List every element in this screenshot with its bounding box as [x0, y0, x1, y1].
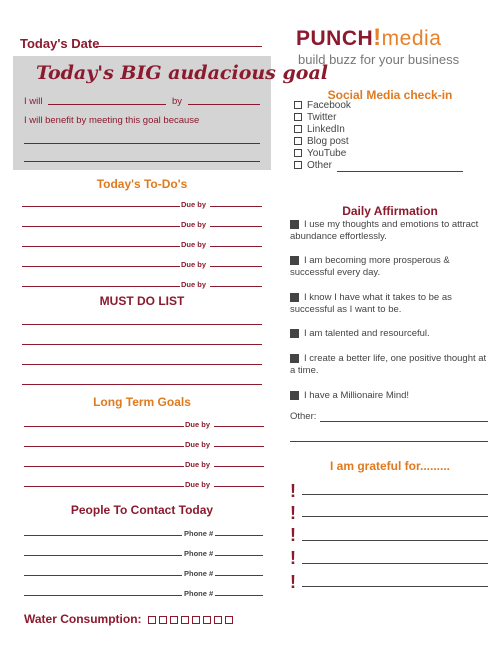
long-term-line[interactable] — [24, 486, 184, 487]
checkbox-icon[interactable] — [294, 137, 302, 145]
long-term-title: Long Term Goals — [93, 395, 191, 409]
contact-line[interactable] — [24, 555, 182, 556]
water-consumption — [24, 612, 233, 626]
exclamation-icon: ! — [290, 481, 296, 501]
date-field[interactable] — [96, 46, 262, 47]
todo-due-label: Due by — [181, 200, 207, 209]
todo-line[interactable] — [22, 226, 180, 227]
goal-by-label: by — [172, 96, 183, 107]
checkbox-icon[interactable] — [294, 101, 302, 109]
water-glass-checkbox[interactable] — [203, 616, 211, 624]
grateful-line[interactable] — [302, 540, 488, 541]
must-do-title: MUST DO LIST — [99, 294, 185, 308]
affirmation-other-line-2[interactable] — [290, 441, 488, 442]
contact-phone-field[interactable] — [215, 555, 263, 556]
long-term-due-label: Due by — [185, 460, 211, 469]
grateful-title: I am grateful for......... — [329, 459, 451, 473]
contact-phone-label: Phone # — [184, 549, 214, 558]
goal-i-will-label: I will — [24, 96, 43, 107]
social-item-facebook[interactable]: Facebook — [294, 100, 351, 111]
affirmation-other-field[interactable] — [320, 421, 488, 422]
checkbox-icon[interactable] — [290, 293, 299, 302]
goal-benefit-line-1[interactable] — [24, 143, 260, 144]
social-title: Social Media check-in — [327, 88, 453, 102]
exclamation-icon: ! — [290, 525, 296, 545]
affirmation-item[interactable]: I create a better life, one positive thought at a time. — [290, 353, 487, 376]
affirmation-item[interactable]: I have a Millionaire Mind! — [290, 390, 490, 402]
checkbox-icon[interactable] — [290, 354, 299, 363]
todo-due-field[interactable] — [210, 226, 262, 227]
must-do-line[interactable] — [22, 324, 262, 325]
contact-phone-field[interactable] — [215, 535, 263, 536]
affirmation-item[interactable]: I am talented and resourceful. — [290, 328, 490, 340]
todo-line[interactable] — [22, 286, 180, 287]
long-term-line[interactable] — [24, 466, 184, 467]
social-item-twitter[interactable]: Twitter — [294, 112, 336, 123]
checkbox-icon[interactable] — [294, 125, 302, 133]
contact-phone-field[interactable] — [215, 595, 263, 596]
checkbox-icon[interactable] — [294, 149, 302, 157]
social-item-other[interactable]: Other — [294, 160, 332, 171]
todo-due-label: Due by — [181, 240, 207, 249]
contact-line[interactable] — [24, 535, 182, 536]
contact-phone-field[interactable] — [215, 575, 263, 576]
water-glass-checkbox[interactable] — [170, 616, 178, 624]
contact-line[interactable] — [24, 595, 182, 596]
long-term-due-label: Due by — [185, 480, 211, 489]
checkbox-icon[interactable] — [290, 220, 299, 229]
affirmation-item[interactable]: I use my thoughts and emotions to attract abundance effortlessly. — [290, 219, 479, 242]
contact-phone-label: Phone # — [184, 529, 214, 538]
long-term-due-field[interactable] — [214, 486, 264, 487]
todo-due-label: Due by — [181, 260, 207, 269]
todo-line[interactable] — [22, 206, 180, 207]
checkbox-icon[interactable] — [290, 329, 299, 338]
must-do-line[interactable] — [22, 364, 262, 365]
must-do-line[interactable] — [22, 384, 262, 385]
todays-date-label: Today's Date — [20, 36, 100, 51]
water-glass-checkbox[interactable] — [214, 616, 222, 624]
water-glass-checkbox[interactable] — [159, 616, 167, 624]
tagline: build buzz for your business — [298, 52, 460, 67]
affirmation-item[interactable]: I am becoming more prosperous & successful every day. — [290, 255, 450, 278]
water-glass-checkbox[interactable] — [148, 616, 156, 624]
todo-due-field[interactable] — [210, 206, 262, 207]
contacts-title: People To Contact Today — [70, 503, 214, 517]
checkbox-icon[interactable] — [290, 256, 299, 265]
long-term-due-field[interactable] — [214, 466, 264, 467]
grateful-line[interactable] — [302, 494, 488, 495]
goal-title: Today's BIG audacious goal — [36, 62, 328, 84]
water-glass-checkbox[interactable] — [192, 616, 200, 624]
todo-line[interactable] — [22, 246, 180, 247]
exclamation-icon: ! — [290, 548, 296, 568]
punch-media-logo — [296, 24, 441, 52]
affirmation-title: Daily Affirmation — [342, 204, 438, 218]
logo-media: media — [381, 27, 442, 50]
contact-phone-label: Phone # — [184, 589, 214, 598]
long-term-due-field[interactable] — [214, 446, 264, 447]
water-glass-checkbox[interactable] — [225, 616, 233, 624]
long-term-line[interactable] — [24, 446, 184, 447]
contact-phone-label: Phone # — [184, 569, 214, 578]
social-item-blog-post[interactable]: Blog post — [294, 136, 349, 147]
todo-title: Today's To-Do's — [96, 177, 188, 191]
checkbox-icon[interactable] — [294, 161, 302, 169]
checkbox-icon[interactable] — [290, 391, 299, 400]
todo-due-label: Due by — [181, 220, 207, 229]
todo-line[interactable] — [22, 266, 180, 267]
todo-due-field[interactable] — [210, 246, 262, 247]
todo-due-field[interactable] — [210, 266, 262, 267]
goal-i-will-field[interactable] — [48, 104, 166, 105]
goal-benefit-label: I will benefit by meeting this goal because — [24, 115, 200, 126]
grateful-line[interactable] — [302, 586, 488, 587]
grateful-line[interactable] — [302, 563, 488, 564]
exclamation-icon: ! — [290, 503, 296, 523]
social-other-field[interactable] — [337, 171, 463, 172]
long-term-due-label: Due by — [185, 440, 211, 449]
water-label: Water Consumption: — [24, 612, 142, 626]
long-term-line[interactable] — [24, 426, 184, 427]
affirmation-other-label: Other: — [290, 411, 317, 422]
goal-benefit-line-2[interactable] — [24, 161, 260, 162]
must-do-line[interactable] — [22, 344, 262, 345]
goal-by-field[interactable] — [188, 104, 260, 105]
social-item-linkedin[interactable]: LinkedIn — [294, 124, 345, 135]
social-item-youtube[interactable]: YouTube — [294, 148, 346, 159]
logo-bang: ! — [373, 24, 382, 51]
contact-line[interactable] — [24, 575, 182, 576]
water-glass-checkbox[interactable] — [181, 616, 189, 624]
long-term-due-field[interactable] — [214, 426, 264, 427]
long-term-due-label: Due by — [185, 420, 211, 429]
affirmation-item[interactable]: I know I have what it takes to be as successful as I want to be. — [290, 292, 452, 315]
exclamation-icon: ! — [290, 572, 296, 592]
grateful-line[interactable] — [302, 516, 488, 517]
logo-punch: PUNCH — [296, 27, 374, 50]
checkbox-icon[interactable] — [294, 113, 302, 121]
todo-due-label: Due by — [181, 280, 207, 289]
todo-due-field[interactable] — [210, 286, 262, 287]
